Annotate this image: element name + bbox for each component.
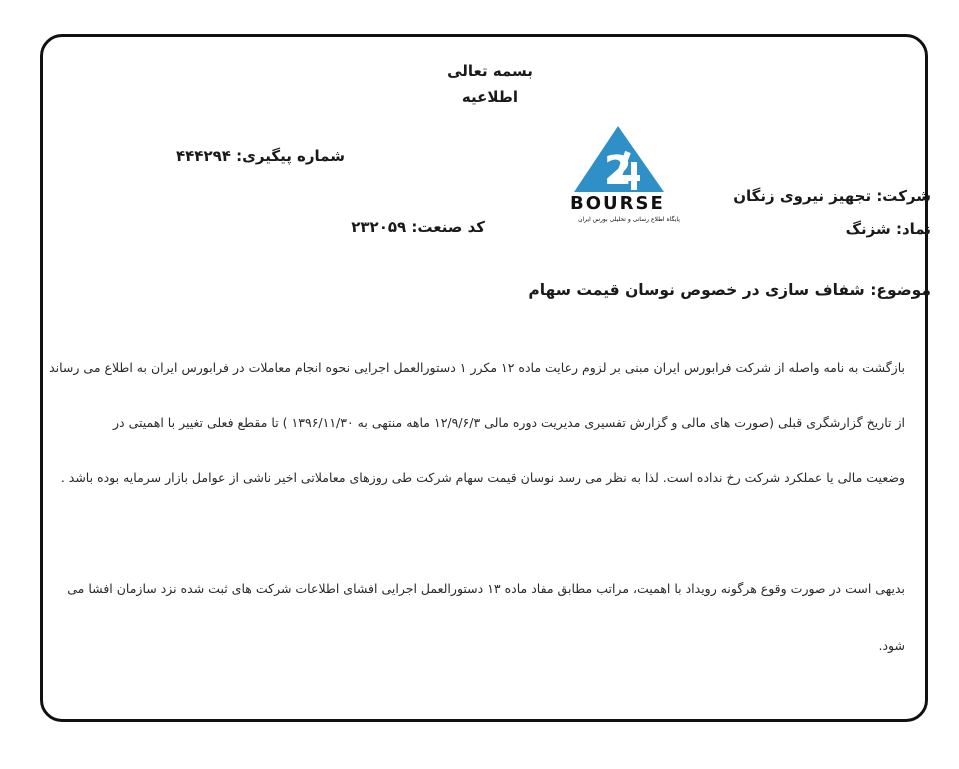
company-name — [733, 187, 931, 205]
industry-code-label: کد صنعت: — [411, 218, 485, 236]
document-frame — [40, 34, 928, 722]
logo-brand: BOURSE — [570, 193, 665, 214]
logo-graphic — [562, 122, 697, 227]
tracking-number — [176, 147, 345, 165]
industry-code-value: ۲۳۲۰۵۹ — [351, 218, 407, 236]
body-line-2: از تاریخ گزارشگری قبلی (صورت های مالی و گزارش تفسیری مدیریت دوره مالی ۱۲/۹/۶/۳ ماهه منتهی به ۱۳۹۶/۱۱/۳۰ ) تا مقطع فعلی تغییر با اهمیتی در — [113, 415, 905, 430]
page-title: اطلاعیه — [461, 88, 519, 106]
tracking-value: ۴۴۴۲۹۴ — [175, 147, 231, 165]
symbol-label: نماد: — [895, 220, 931, 238]
tracking-label: شماره پیگیری: — [236, 147, 345, 165]
company-label: شرکت: — [876, 187, 931, 205]
bourse-logo — [562, 122, 697, 227]
body-line-1: بازگشت به نامه واصله از شرکت فرابورس ایران مبنی بر لزوم رعایت ماده ۱۲ مکرر ۱ دستورالعمل اجرایی نحوه انجام معاملات در فرابورس ایران به اطلاع می رساند — [49, 360, 905, 375]
body-line-3: وضعیت مالی یا عملکرد شرکت رخ نداده است. لذا به نظر می رسد نوسان قیمت سهام شرکت طی روزهای معاملاتی اخیر ناشی از عوامل بازار سرمایه بوده باشد . — [60, 470, 905, 485]
body-line-4: بدیهی است در صورت وقوع هرگونه رویداد با اهمیت، مراتب مطابق مفاد ماده ۱۳ دستورالعمل اجرایی افشای اطلاعات شرکت های ثبت شده نزد سازمان افشا می — [67, 581, 905, 596]
subject-label: موضوع: — [870, 281, 931, 299]
symbol — [846, 220, 931, 238]
company-value: تجهیز نیروی زنگان — [733, 187, 872, 205]
subject — [528, 281, 931, 299]
logo-numeral-2: 2 — [604, 148, 632, 194]
symbol-value: شزنگ — [845, 220, 891, 238]
subject-value: شفاف سازی در خصوص نوسان قیمت سهام — [528, 281, 865, 299]
logo-subtitle: پایگاه اطلاع رسانی و تحلیلی بورس ایران — [578, 216, 680, 223]
body-line-5: شود. — [878, 638, 905, 653]
industry-code — [351, 218, 485, 236]
basmala: بسمه تعالی — [447, 62, 533, 80]
